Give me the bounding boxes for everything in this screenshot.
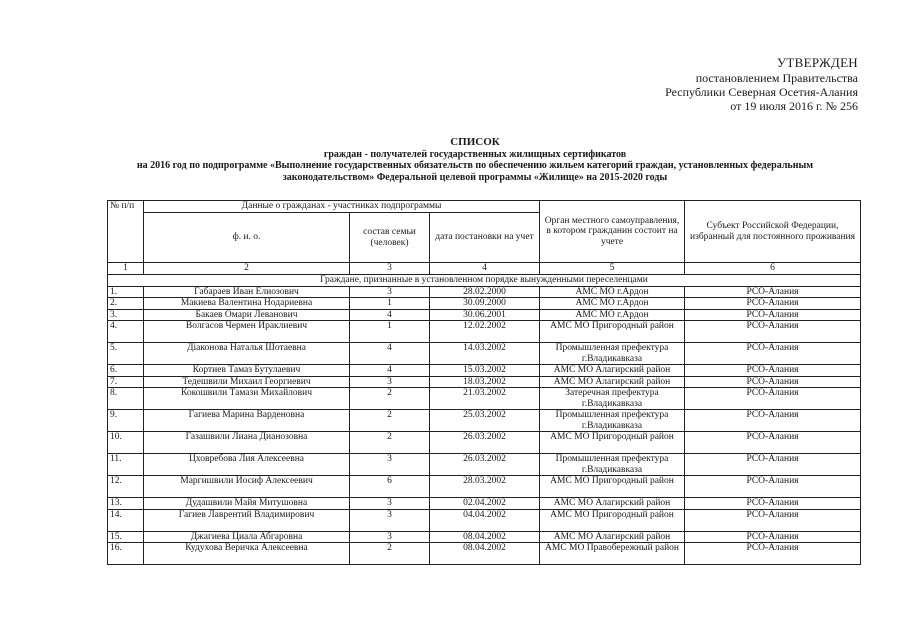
row-fio: Макиева Валентина Нодариевна	[144, 298, 350, 310]
header-fio: ф. и. о.	[144, 213, 350, 263]
row-number: 16.	[108, 543, 144, 565]
document-title	[90, 137, 860, 183]
table-row	[108, 498, 861, 510]
row-organ: АМС МО Алагирский район	[540, 498, 685, 510]
row-fio: Гагиев Лаврентий Владимирович	[144, 509, 350, 531]
row-fio: Гагиева Марина Варденовна	[144, 410, 350, 432]
section-header: Граждане, признанные в установленном порядке вынужденными переселенцами	[108, 274, 861, 286]
title-main: СПИСОК	[450, 136, 500, 148]
row-date: 28.02.2000	[430, 286, 540, 298]
row-family: 2	[350, 432, 430, 454]
row-family: 2	[350, 543, 430, 565]
row-fio: Волгасов Чермен Ираклиевич	[144, 321, 350, 343]
table-row	[108, 321, 861, 343]
approval-line: Республики Северная Осетия-Алания	[665, 85, 858, 99]
table-row	[108, 388, 861, 410]
row-family: 4	[350, 343, 430, 365]
row-subject: РСО-Алания	[685, 309, 861, 321]
header-organ: Орган местного самоуправления, в котором гражданин состоит на учете	[540, 201, 685, 263]
row-family: 4	[350, 309, 430, 321]
row-subject: РСО-Алания	[685, 321, 861, 343]
table-row	[108, 454, 861, 476]
table-row	[108, 286, 861, 298]
column-number: 2	[144, 263, 350, 275]
row-organ: АМС МО Пригородный район	[540, 509, 685, 531]
title-line: на 2016 год по подпрограмме «Выполнение государственных обязательств по обеспечению жильем категорий граждан, установленных федеральным	[136, 160, 814, 171]
row-organ: АМС МО Алагирский район	[540, 531, 685, 543]
header-subject: Субъект Российской Федерации, избранный для постоянного проживания	[685, 201, 861, 263]
row-fio: Дудашвили Майя Митушовна	[144, 498, 350, 510]
row-family: 3	[350, 376, 430, 388]
table-row	[108, 365, 861, 377]
row-family: 3	[350, 509, 430, 531]
row-subject: РСО-Алания	[685, 498, 861, 510]
title-line: законодательством» Федеральной целевой программы «Жилище» на 2015-2020 годы	[282, 171, 668, 183]
row-family: 2	[350, 410, 430, 432]
row-family: 3	[350, 454, 430, 476]
row-number: 5.	[108, 343, 144, 365]
table-row	[108, 543, 861, 565]
table-row	[108, 531, 861, 543]
row-number: 2.	[108, 298, 144, 310]
row-fio: Кудухова Веричка Алексеевна	[144, 543, 350, 565]
row-family: 6	[350, 476, 430, 498]
row-subject: РСО-Алания	[685, 509, 861, 531]
row-organ: АМС МО Правобережный район	[540, 543, 685, 565]
row-organ: Промышленная префектура г.Владикавказа	[540, 410, 685, 432]
row-subject: РСО-Алания	[685, 432, 861, 454]
row-subject: РСО-Алания	[685, 543, 861, 565]
row-date: 08.04.2002	[430, 543, 540, 565]
row-organ: АМС МО Алагирский район	[540, 376, 685, 388]
row-number: 1.	[108, 286, 144, 298]
column-number: 5	[540, 263, 685, 275]
row-family: 3	[350, 531, 430, 543]
row-subject: РСО-Алания	[685, 365, 861, 377]
row-date: 14.03.2002	[430, 343, 540, 365]
row-organ: АМС МО г.Ардон	[540, 298, 685, 310]
row-number: 14.	[108, 509, 144, 531]
approval-line: от 19 июля 2016 г. № 256	[730, 99, 858, 113]
row-subject: РСО-Алания	[685, 476, 861, 498]
table-row	[108, 509, 861, 531]
row-organ: АМС МО Алагирский район	[540, 365, 685, 377]
row-date: 04.04.2002	[430, 509, 540, 531]
row-fio: Бакаев Омари Леванович	[144, 309, 350, 321]
row-date: 28.03.2002	[430, 476, 540, 498]
row-number: 13.	[108, 498, 144, 510]
row-family: 4	[350, 365, 430, 377]
header-family: состав семьи (человек)	[350, 213, 430, 263]
row-organ: АМС МО Пригородный район	[540, 432, 685, 454]
row-number: 3.	[108, 309, 144, 321]
row-date: 12.02.2002	[430, 321, 540, 343]
row-fio: Дiаконова Наталья Шотаевна	[144, 343, 350, 365]
row-organ: АМС МО Пригородный район	[540, 321, 685, 343]
row-fio: Кортиев Тамаз Бутулаевич	[144, 365, 350, 377]
row-date: 26.03.2002	[430, 454, 540, 476]
row-number: 12.	[108, 476, 144, 498]
row-subject: РСО-Алания	[685, 531, 861, 543]
row-fio: Маргишвили Иосиф Алексеевич	[144, 476, 350, 498]
recipients-table	[107, 200, 861, 565]
approval-block	[665, 56, 858, 113]
row-date: 18.03.2002	[430, 376, 540, 388]
row-date: 30.06.2001	[430, 309, 540, 321]
row-date: 30.09.2000	[430, 298, 540, 310]
row-organ: АМС МО г.Ардон	[540, 286, 685, 298]
row-number: 7.	[108, 376, 144, 388]
row-number: 4.	[108, 321, 144, 343]
approval-heading: УТВЕРЖДЕН	[776, 55, 858, 70]
row-date: 15.03.2002	[430, 365, 540, 377]
table-row	[108, 298, 861, 310]
row-fio: Джагиева Циала Абгаровна	[144, 531, 350, 543]
row-fio: Тедешвили Михаил Георгиевич	[144, 376, 350, 388]
row-fio: Газашвили Лиана Дианозовна	[144, 432, 350, 454]
table-row	[108, 410, 861, 432]
row-number: 15.	[108, 531, 144, 543]
row-date: 25.03.2002	[430, 410, 540, 432]
row-date: 02.04.2002	[430, 498, 540, 510]
header-number: № п/п	[108, 201, 144, 263]
table-row	[108, 476, 861, 498]
row-subject: РСО-Алания	[685, 388, 861, 410]
row-organ: АМС МО г.Ардон	[540, 309, 685, 321]
row-date: 08.04.2002	[430, 531, 540, 543]
row-organ: Промышленная префектура г.Владикавказа	[540, 343, 685, 365]
title-line: граждан - получателей государственных жилищных сертификатов	[323, 148, 627, 160]
table-row	[108, 309, 861, 321]
row-number: 9.	[108, 410, 144, 432]
header-date: дата постановки на учет	[430, 213, 540, 263]
column-number: 1	[108, 263, 144, 275]
row-family: 3	[350, 498, 430, 510]
row-organ: АМС МО Пригородный район	[540, 476, 685, 498]
row-fio: Цховребова Лия Алексеевна	[144, 454, 350, 476]
row-family: 2	[350, 388, 430, 410]
table-row	[108, 343, 861, 365]
row-subject: РСО-Алания	[685, 376, 861, 388]
row-subject: РСО-Алания	[685, 286, 861, 298]
row-number: 10.	[108, 432, 144, 454]
column-number: 6	[685, 263, 861, 275]
header-group: Данные о гражданах - участниках подпрограммы	[144, 201, 540, 213]
row-date: 26.03.2002	[430, 432, 540, 454]
row-subject: РСО-Алания	[685, 298, 861, 310]
row-organ: Промышленная префектура г.Владикавказа	[540, 454, 685, 476]
row-number: 8.	[108, 388, 144, 410]
row-fio: Кокошвили Тамази Михайлович	[144, 388, 350, 410]
column-number: 4	[430, 263, 540, 275]
row-date: 21.03.2002	[430, 388, 540, 410]
row-subject: РСО-Алания	[685, 410, 861, 432]
row-family: 3	[350, 286, 430, 298]
row-organ: Затеречная префектура г.Владикавказа	[540, 388, 685, 410]
approval-line: постановлением Правительства	[695, 71, 858, 85]
row-number: 6.	[108, 365, 144, 377]
row-family: 1	[350, 298, 430, 310]
row-subject: РСО-Алания	[685, 343, 861, 365]
row-fio: Габараев Иван Елиозович	[144, 286, 350, 298]
row-subject: РСО-Алания	[685, 454, 861, 476]
column-number: 3	[350, 263, 430, 275]
row-family: 1	[350, 321, 430, 343]
table-row	[108, 376, 861, 388]
row-number: 11.	[108, 454, 144, 476]
table-row	[108, 432, 861, 454]
